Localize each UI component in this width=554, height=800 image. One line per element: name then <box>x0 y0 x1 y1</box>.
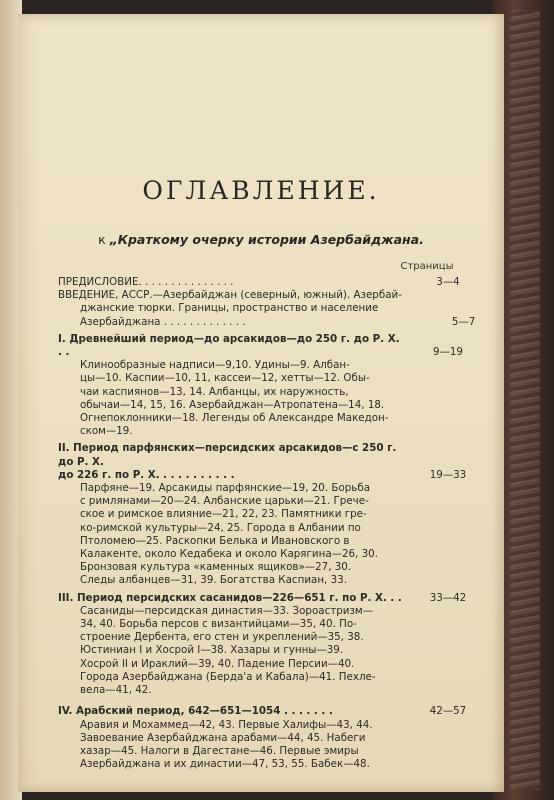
toc-entry-line: цы—10. Каспии—10, 11, кассеи—12, хетты—12. Обы- <box>80 372 370 385</box>
toc-entry <box>58 276 498 289</box>
toc-entry <box>58 592 498 698</box>
toc-entry-pages: 33—42 <box>429 591 467 604</box>
toc-entry-line: вела—41, 42. <box>80 684 152 697</box>
toc-entry-line: с римлянами—20—24. Албанские царьки—21. Грече- <box>80 495 369 508</box>
toc-entry-line: Сасаниды—персидская династия—33. Зороастризм— <box>80 604 373 617</box>
toc-entry-heading: II. Период парфянских—персидских арсакидов—с 250 г. до Р. Х. <box>58 442 397 468</box>
toc-entry-line: ко-римской культуры—24, 25. Города в Албании по <box>80 521 361 534</box>
toc-entry-line: Клинообразные надписи—9,10. Удины—9. Албан- <box>80 359 350 372</box>
subtitle-main: „Краткому очерку истории Азербайджана. <box>109 232 424 247</box>
toc-entry-line: Птоломею—25. Раскопки Белька и Ивановского в <box>80 534 350 547</box>
page-title: ОГЛАВЛЕНИЕ. <box>142 176 380 205</box>
toc-entry-line: Парфяне—19. Арсакиды парфянские—19, 20. Борьба <box>80 482 371 495</box>
toc-entry-line: Юстиниан I и Хосрой I—38. Хазары и гунны—39. <box>80 644 344 657</box>
toc-entry-line: Бронзовая культура «каменных ящиков»—27, 30. <box>80 561 352 574</box>
toc-entry-pages: 9—19 <box>433 346 463 359</box>
toc-entry-line: Завоевание Азербайджана арабами—44, 45. Набеги <box>80 731 366 744</box>
toc-entry-pages: 3—4 <box>436 276 460 288</box>
toc-entry-line: строение Дербента, его стен и укреплений—35, 38. <box>80 631 364 644</box>
book-page <box>18 14 504 792</box>
pages-column-header: Страницы <box>400 261 454 272</box>
toc-entry <box>58 289 498 329</box>
toc-entry-pages: 19—33 <box>429 468 467 481</box>
toc-entry-line: Города Азербайджана (Берда'а и Кабала)—41. Пехле- <box>80 670 376 683</box>
toc-entry <box>58 705 498 771</box>
toc-entry-pages: 42—57 <box>429 705 467 718</box>
toc-entry-line: Азербайджана . . . . . . . . . . . . . <box>80 315 246 328</box>
toc-entry <box>58 442 498 587</box>
toc-entry-line: ском—19. <box>80 425 133 438</box>
subtitle-prefix: к <box>98 232 106 247</box>
toc-entry-line: Огнепоклонники—18. Легенды об Александре Македон- <box>80 412 389 425</box>
toc-entry-line: Калакенте, около Кедабека и около Карягина—26, 30. <box>80 548 378 561</box>
toc-entry-heading: ПРЕДИСЛОВИЕ. . . . . . . . . . . . . . . <box>58 276 234 288</box>
toc-entry-heading-continued: до 226 г. по Р. Х. . . . . . . . . . . <box>58 468 235 481</box>
page-subtitle <box>18 232 504 247</box>
table-of-contents <box>58 276 498 771</box>
toc-entry-line: чаи каспиянов—13, 14. Албанцы, их наружность, <box>80 385 349 398</box>
toc-entry-line: Азербайджана и их династии—47, 53, 55. Бабек—48. <box>80 758 370 771</box>
toc-entry-heading: III. Период персидских сасанидов—226—651 г. по Р. Х. . . <box>58 591 402 604</box>
toc-entry-line: Следы албанцев—31, 39. Богатства Каспиан, 33. <box>80 574 347 587</box>
toc-entry-line: обычаи—14, 15, 16. Азербайджан—Атропатена—14, 18. <box>80 398 385 411</box>
toc-entry <box>58 333 498 439</box>
toc-entry-pages: 5—7 <box>451 315 476 328</box>
toc-entry-line: хазар—45. Налоги в Дагестане—46. Первые эмиры <box>80 744 359 757</box>
toc-entry-heading: IV. Арабский период, 642—651—1054 . . . . . . . <box>58 705 333 718</box>
toc-entry-heading: I. Древнейший период—до арсакидов—до 250 г. до Р. Х. . . <box>58 332 400 359</box>
toc-entry-line: Аравия и Мохаммед—42, 43. Первые Халифы—43, 44. <box>80 718 373 731</box>
toc-entry-line: джанские тюрки. Границы, пространство и население <box>80 302 379 315</box>
toc-entry-heading: ВВЕДЕНИЕ, АССР.—Азербайджан (северный, южный). Азербай- <box>58 289 402 302</box>
toc-entry-line: 34, 40. Борьба персов с византийцами—35, 40. По- <box>80 618 357 631</box>
toc-entry-line: Хосрой II и Ираклий—39, 40. Падение Персии—40. <box>80 657 355 670</box>
toc-entry-line: ское и римское влияние—21, 22, 23. Памятники гре- <box>80 508 367 521</box>
